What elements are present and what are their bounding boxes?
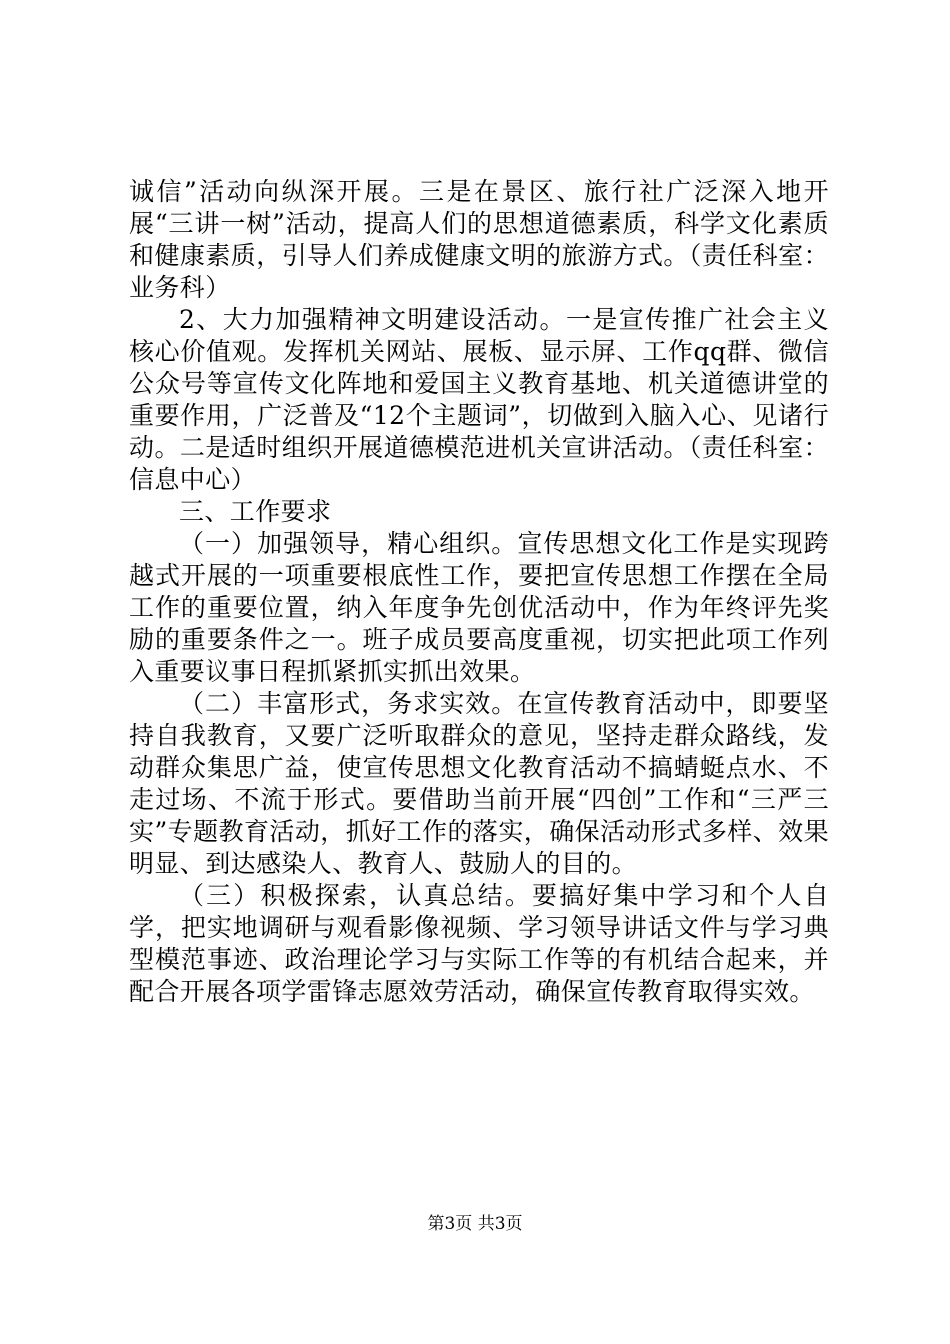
paragraph-rich-forms: （二）丰富形式，务求实效。在宣传教育活动中，即要坚持自我教育，又要广泛听取群众的意见，坚持走群众路线，发动群众集思广益，使宣传思想文化教育活动不搞蜻蜓点水、不走过场、不流于形式。要借助当前开展“四创”工作和“三严三实”专题教育活动，抓好工作的落实，确保活动形式多样、效果明显、到达感染人、教育人、鼓励人的目的。 [129,689,829,878]
paragraph-civilization-building: 2、大力加强精神文明建设活动。一是宣传推广社会主义核心价值观。发挥机关网站、展板、显示屏、工作qq群、微信公众号等宣传文化阵地和爱国主义教育基地、机关道德讲堂的重要作用，广泛普及“12个主题词”，切做到入脑入心、见诸行动。二是适时组织开展道德模范进机关宣讲活动。（责任科室：信息中心） [129,305,829,494]
paragraph-leadership: （一）加强领导，精心组织。宣传思想文化工作是实现跨越式开展的一项重要根底性工作，要把宣传思想工作摆在全局工作的重要位置，纳入年度争先创优活动中，作为年终评先奖励的重要条件之一。班子成员要高度重视，切实把此项工作列入重要议事日程抓紧抓实抓出效果。 [129,529,829,686]
page-number-footer: 第3页 共3页 [427,1214,523,1234]
document-body [129,176,829,1008]
paragraph-explore-summarize: （三）积极探索，认真总结。要搞好集中学习和个人自学，把实地调研与观看影像视频、学习领导讲话文件与学习典型模范事迹、政治理论学习与实际工作等的有机结合起来，并配合开展各项学雷锋志愿效劳活动，确保宣传教育取得实效。 [129,881,829,1006]
section-heading-work-requirements: 三、工作要求 [179,497,332,526]
paragraph-continuation: 诚信”活动向纵深开展。三是在景区、旅行社广泛深入地开展“三讲一树”活动，提高人们的思想道德素质，科学文化素质和健康素质，引导人们养成健康文明的旅游方式。（责任科室：业务科） [129,177,829,302]
